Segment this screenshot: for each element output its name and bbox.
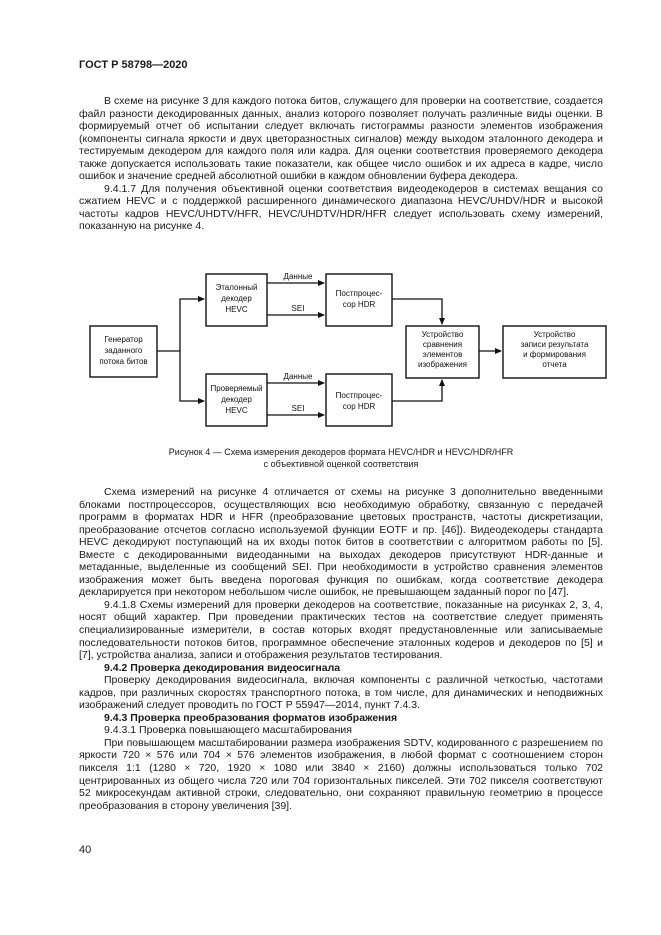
recorder-label: отчета [542, 360, 567, 369]
recorder-label: и формирования [523, 350, 586, 359]
comparator-label: элементов [422, 350, 463, 359]
subsection-heading: 9.4.3.1 Проверка повышающего масштабирования [104, 724, 352, 737]
comparator-label: Устройство [421, 330, 464, 339]
figure-caption [79, 447, 603, 470]
test-decoder-label: декодер [221, 395, 252, 404]
test-decoder-label: Проверяемый [210, 384, 263, 393]
paragraph: Проверку декодирования видеосигнала, включая компоненты с различной четкостью, частотами кадров, при различных скоростях транспортного потока, в том числе, для динамических и неподвижных изображений следует проводить по ГОСТ Р 55947—2014, пункт 7.4.3. [79, 674, 603, 712]
sei-arrow-label: SEI [291, 404, 305, 413]
paragraph: В схеме на рисунке 3 для каждого потока битов, служащего для проверки на соответствие, создается файл разности декодированных данных, анализ которого позволяет получать различные виды оценки. В формируемый отчет об испытании следует включать гистограммы разности элементов изображения (компоненты сигнала яркости и двух цветоразностных сигналов) между выходом эталонного декодера и тестируемым декодером для каждого поля или кадра. Для оценки соответствия проверяемого декодера также допускается использовать такие показатели, как общее число ошибок и их адреса в кадре, число ошибок и значение средней абсолютной ошибки в каждом обновлении буфера декодера. [79, 95, 603, 183]
page-number: 40 [79, 844, 92, 856]
generator-label: потока битов [99, 357, 148, 366]
reference-decoder-label: HEVC [225, 305, 248, 314]
recorder-label: Устройство [533, 330, 576, 339]
postprocessor-top-label: Постпроцес- [335, 289, 383, 298]
paragraph: 9.4.1.7 Для получения объективной оценки соответствия видеодекодеров в системах вещания со сжатием HEVC и с поддержкой расширенного динамического диапазона HEVC/UHDV/HDR и высокой частоты кадров HEVC/UHDTV/HFR, HEVC/UHDTV/HDR/HFR следует использовать схему измерений, показанную на рисунке 4. [79, 182, 603, 233]
test-decoder-label: HEVC [225, 406, 248, 415]
section-heading: 9.4.3 Проверка преобразования форматов изображения [104, 711, 398, 724]
reference-decoder-label: Эталонный [215, 283, 258, 292]
postprocessor-bottom-label: Постпроцес- [335, 391, 383, 400]
reference-decoder-label: декодер [221, 294, 252, 303]
data-arrow-label: Данные [283, 272, 313, 281]
section-heading: 9.4.2 Проверка декодирования видеосигнала [104, 661, 341, 674]
paragraph: Схема измерений на рисунке 4 отличается от схемы на рисунке 3 дополнительно введенными блоками постпроцессоров, осуществляющих всю необходимую обработку, связанную с передачей программ в форматах HDR и HFR (преобразование цветовых пространств, частоты дискретизации, преобразование отсчетов согласно используемой функции EOTF и пр. [46]). Видеодекодеры стандарта HEVC декодируют поступающий на их входы поток битов в соответствии с алгоритмом работы по [5]. Вместе с декодированными видеоданными на выходах декодеров присутствуют HDR-данные и метаданные, выделенные из сообщений SEI. При необходимости в устройство сравнения элементов изображения может быть введена пороговая функция по ошибкам, когда соответствие декодера декларируется при некотором небольшом числе ошибок, не превышающем заданный порог по [47]. [79, 486, 603, 599]
postprocessor-bottom-label: сор HDR [342, 402, 376, 411]
paragraph: 9.4.1.8 Схемы измерений для проверки декодеров на соответствие, показанные на рисунках 2, 3, 4, носят общий характер. При проведении практических тестов на соответствие следует применять специализированные измерители, в состав которых входят предустановленные или записываемые последовательности потоков битов, программное обеспечение эталонных кодеров и декодеров по [5] и [7], устройства анализа, записи и отображения результатов тестирования. [79, 598, 603, 662]
text-block-bottom [79, 486, 603, 812]
data-arrow-label: Данные [283, 372, 313, 381]
paragraph: При повышающем масштабировании размера изображения SDTV, кодированного с разрешением по яркости 720 × 576 или 704 × 576 элементов изображения, в любой формат с соотношением сторон пикселя 1:1 (1280 × 720, 1920 × 1080 или 3840 × 2160) должны использоваться только 702 центрированных из общего числа 720 или 704 горизонтальных пикселей. Эти 702 пикселя соответствуют 52 микросекундам активной строки, следовательно, они сохраняют правильную геометрию в процессе преобразования в сторону увеличения [39]. [79, 736, 603, 812]
comparator-label: сравнения [422, 340, 463, 349]
figure-caption-line: с объективной оценкой соответствия [263, 458, 419, 469]
sei-arrow-label: SEI [291, 304, 305, 313]
postprocessor-top-label: сор HDR [342, 300, 376, 309]
document-header: ГОСТ Р 58798—2020 [79, 59, 188, 71]
postprocessor-bottom-box [326, 374, 392, 426]
recorder-label: записи результата [520, 340, 589, 349]
generator-label: Генератор [104, 335, 143, 344]
generator-label: заданного [104, 346, 143, 355]
comparator-label: изображения [418, 360, 467, 369]
figure-caption-line: Рисунок 4 — Схема измерения декодеров формата HEVC/HDR и HEVC/HDR/HFR [168, 447, 514, 457]
